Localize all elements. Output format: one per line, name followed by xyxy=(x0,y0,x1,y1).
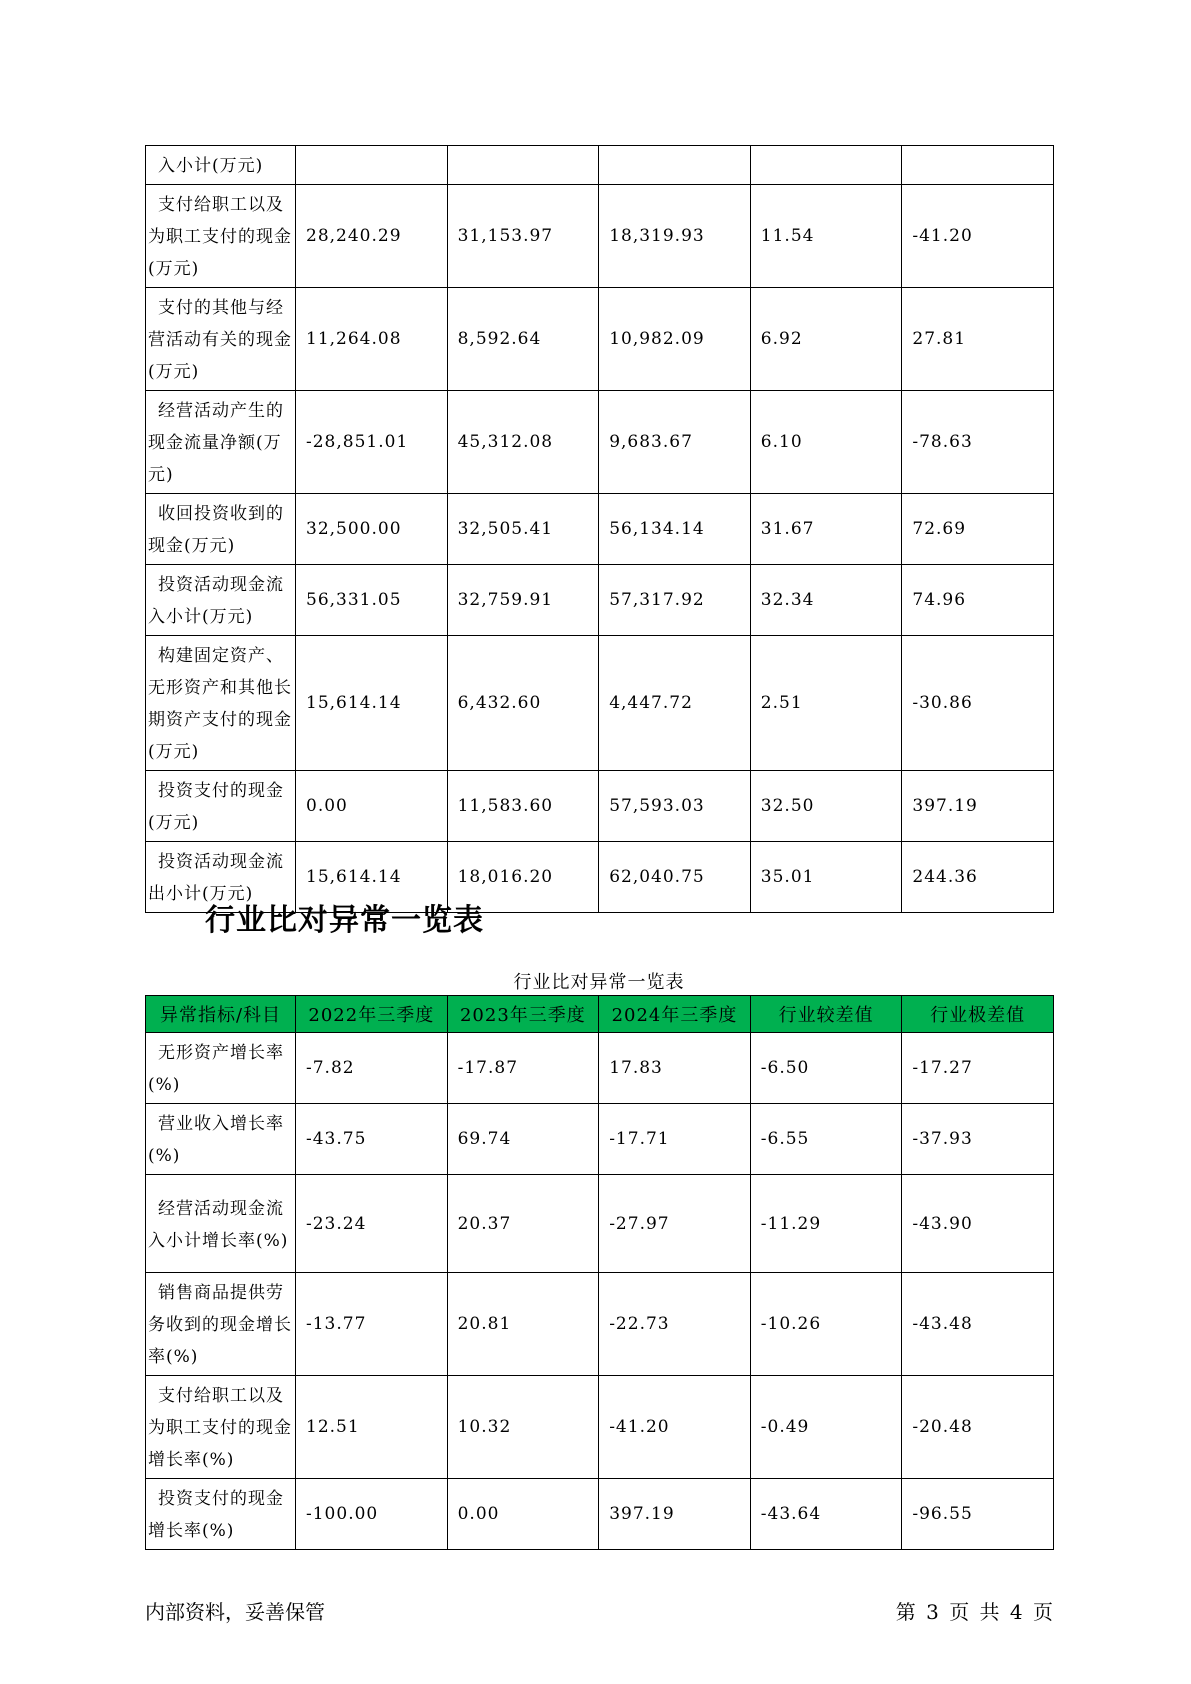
table-cell: -17.71 xyxy=(599,1104,751,1175)
table-cell: 20.81 xyxy=(447,1273,599,1376)
table-cell: -17.87 xyxy=(447,1033,599,1104)
table-cell: 0.00 xyxy=(447,1479,599,1550)
footer-page-number: 第 3 页 共 4 页 xyxy=(895,1600,1053,1624)
table-row xyxy=(146,1479,1054,1550)
table-cell: 32.34 xyxy=(750,565,902,636)
table-cell: -6.50 xyxy=(750,1033,902,1104)
table-cell: 15,614.14 xyxy=(296,842,448,913)
table-cell: 10.32 xyxy=(447,1376,599,1479)
table-cell: 397.19 xyxy=(599,1479,751,1550)
table-cell: 6.10 xyxy=(750,391,902,494)
row-label: 投资支付的现金增长率(%) xyxy=(146,1479,296,1550)
industry-anomaly-table xyxy=(145,995,1054,1550)
table-cell: 31.67 xyxy=(750,494,902,565)
row-label: 投资支付的现金(万元) xyxy=(146,771,296,842)
footer-confidential-note: 内部资料，妥善保管 xyxy=(145,1600,325,1624)
row-label: 投资活动现金流入小计(万元) xyxy=(146,565,296,636)
table-cell: 35.01 xyxy=(750,842,902,913)
table-cell: -17.27 xyxy=(902,1033,1054,1104)
table-cell: 244.36 xyxy=(902,842,1054,913)
table-row xyxy=(146,1175,1054,1273)
row-label: 营业收入增长率(%) xyxy=(146,1104,296,1175)
row-label: 经营活动现金流入小计增长率(%) xyxy=(146,1175,296,1273)
table-cell: 32,759.91 xyxy=(447,565,599,636)
table-cell: -20.48 xyxy=(902,1376,1054,1479)
table-cell: -7.82 xyxy=(296,1033,448,1104)
table-row xyxy=(146,185,1054,288)
row-label: 支付给职工以及为职工支付的现金增长率(%) xyxy=(146,1376,296,1479)
table-cell: 9,683.67 xyxy=(599,391,751,494)
table-cell: -96.55 xyxy=(902,1479,1054,1550)
table-row xyxy=(146,288,1054,391)
table-cell: 32,500.00 xyxy=(296,494,448,565)
table-cell: -27.97 xyxy=(599,1175,751,1273)
table-cell: -41.20 xyxy=(902,185,1054,288)
table-cell: 11,583.60 xyxy=(447,771,599,842)
table-cell: 11,264.08 xyxy=(296,288,448,391)
table-cell: 27.81 xyxy=(902,288,1054,391)
table-cell: -43.64 xyxy=(750,1479,902,1550)
row-label: 入小计(万元) xyxy=(146,146,296,185)
table-cell: 18,319.93 xyxy=(599,185,751,288)
table-cell xyxy=(296,146,448,185)
table-cell: 8,592.64 xyxy=(447,288,599,391)
table-cell: 72.69 xyxy=(902,494,1054,565)
table-cell: 4,447.72 xyxy=(599,636,751,771)
table-cell: 56,134.14 xyxy=(599,494,751,565)
row-label: 销售商品提供劳务收到的现金增长率(%) xyxy=(146,1273,296,1376)
table-cell: 11.54 xyxy=(750,185,902,288)
table-cell: -11.29 xyxy=(750,1175,902,1273)
table-cell: 12.51 xyxy=(296,1376,448,1479)
table-cell xyxy=(447,146,599,185)
table-cell xyxy=(902,146,1054,185)
table-cell: 10,982.09 xyxy=(599,288,751,391)
row-label: 构建固定资产、无形资产和其他长期资产支付的现金(万元) xyxy=(146,636,296,771)
table-cell xyxy=(750,146,902,185)
header-cell: 行业较差值 xyxy=(750,996,902,1033)
table-cell: 57,593.03 xyxy=(599,771,751,842)
table-cell: 32,505.41 xyxy=(447,494,599,565)
header-row xyxy=(146,996,1054,1033)
table-cell: 0.00 xyxy=(296,771,448,842)
row-label: 支付的其他与经营活动有关的现金(万元) xyxy=(146,288,296,391)
row-label: 支付给职工以及为职工支付的现金(万元) xyxy=(146,185,296,288)
table-cell: 74.96 xyxy=(902,565,1054,636)
header-cell: 2022年三季度 xyxy=(296,996,448,1033)
table-cell: 20.37 xyxy=(447,1175,599,1273)
table-cell xyxy=(599,146,751,185)
table-row xyxy=(146,1104,1054,1175)
table-cell: -28,851.01 xyxy=(296,391,448,494)
table-cell: -0.49 xyxy=(750,1376,902,1479)
row-label: 收回投资收到的现金(万元) xyxy=(146,494,296,565)
row-label: 经营活动产生的现金流量净额(万元) xyxy=(146,391,296,494)
table-cell: -6.55 xyxy=(750,1104,902,1175)
table-cell: -78.63 xyxy=(902,391,1054,494)
section-heading: 行业比对异常一览表 xyxy=(205,903,484,938)
table-row xyxy=(146,1376,1054,1479)
table-cell: 397.19 xyxy=(902,771,1054,842)
table-cell: 32.50 xyxy=(750,771,902,842)
table-cell: -43.90 xyxy=(902,1175,1054,1273)
table-row xyxy=(146,1033,1054,1104)
table-cell: 31,153.97 xyxy=(447,185,599,288)
table-cell: 45,312.08 xyxy=(447,391,599,494)
table-row xyxy=(146,771,1054,842)
table-cell: 15,614.14 xyxy=(296,636,448,771)
table-cell: -43.48 xyxy=(902,1273,1054,1376)
table-cell: 18,016.20 xyxy=(447,842,599,913)
table-row xyxy=(146,565,1054,636)
table-cell: -37.93 xyxy=(902,1104,1054,1175)
row-label: 无形资产增长率(%) xyxy=(146,1033,296,1104)
header-cell: 2024年三季度 xyxy=(599,996,751,1033)
table-row xyxy=(146,1273,1054,1376)
table-row xyxy=(146,494,1054,565)
table-cell: 17.83 xyxy=(599,1033,751,1104)
table-caption: 行业比对异常一览表 xyxy=(513,972,685,993)
table-cell: 28,240.29 xyxy=(296,185,448,288)
table-cell: 62,040.75 xyxy=(599,842,751,913)
table-cell: 2.51 xyxy=(750,636,902,771)
table-cell: -100.00 xyxy=(296,1479,448,1550)
table-cell: -30.86 xyxy=(902,636,1054,771)
table-cell: 69.74 xyxy=(447,1104,599,1175)
table-row xyxy=(146,391,1054,494)
table-cell: -13.77 xyxy=(296,1273,448,1376)
table-cell: 6.92 xyxy=(750,288,902,391)
row-label: 投资活动现金流出小计(万元) xyxy=(146,842,296,913)
table-cell: -43.75 xyxy=(296,1104,448,1175)
table-cell: 56,331.05 xyxy=(296,565,448,636)
table-cell: -10.26 xyxy=(750,1273,902,1376)
table-cell: 6,432.60 xyxy=(447,636,599,771)
table-cell: -23.24 xyxy=(296,1175,448,1273)
table-row xyxy=(146,636,1054,771)
header-cell: 异常指标/科目 xyxy=(146,996,296,1033)
cash-flow-table xyxy=(145,145,1054,913)
table-cell: -22.73 xyxy=(599,1273,751,1376)
header-cell: 2023年三季度 xyxy=(447,996,599,1033)
table-cell: 57,317.92 xyxy=(599,565,751,636)
header-cell: 行业极差值 xyxy=(902,996,1054,1033)
table-cell: -41.20 xyxy=(599,1376,751,1479)
table-row xyxy=(146,146,1054,185)
